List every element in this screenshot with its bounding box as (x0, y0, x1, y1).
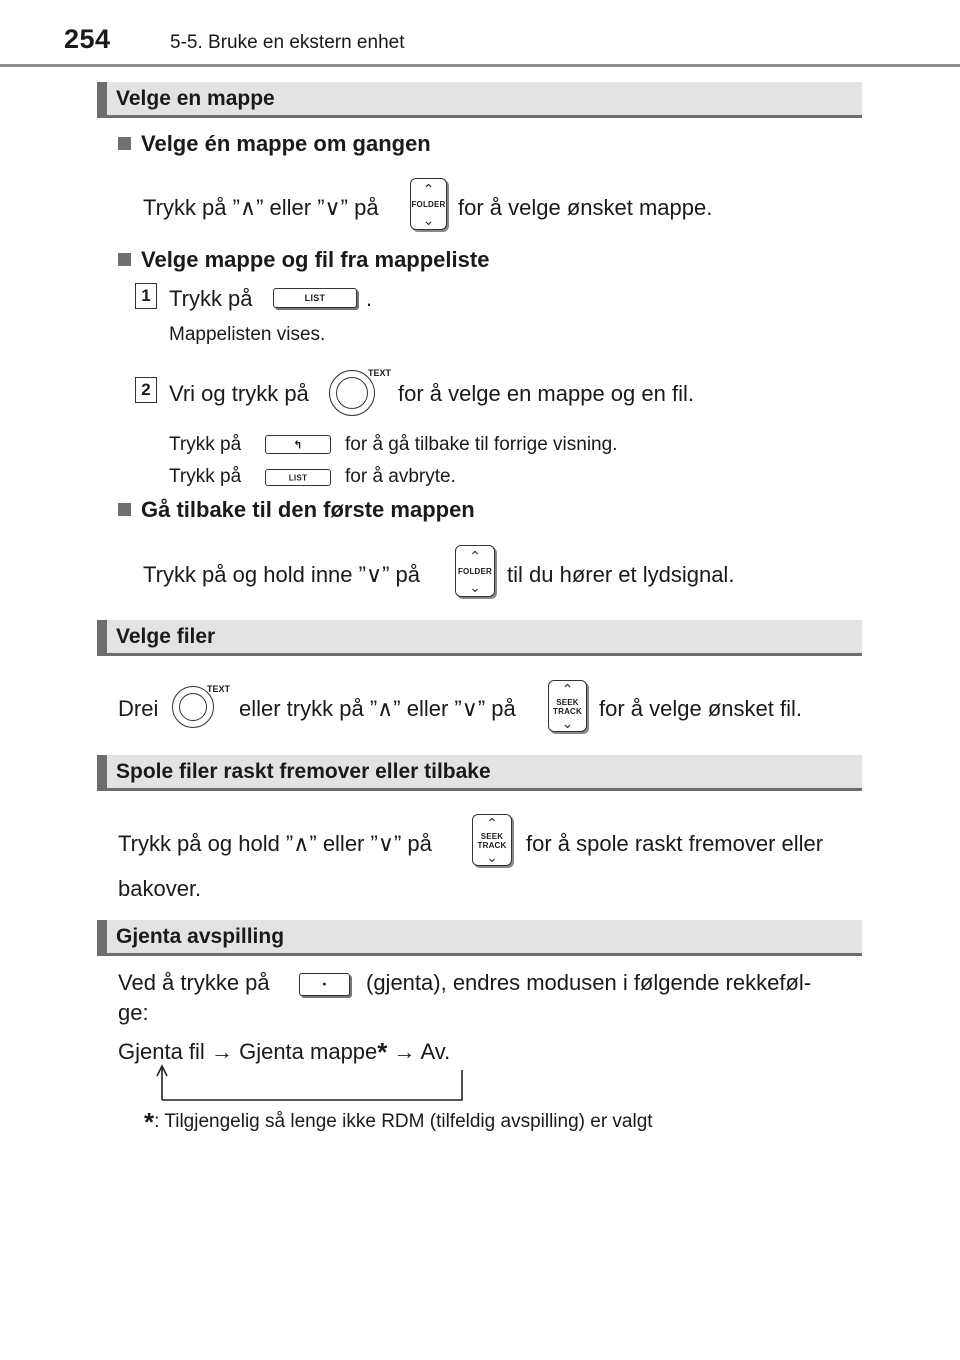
subheading-folder-list: Velge mappe og fil fra mappeliste (118, 247, 489, 273)
section-title: Spole filer raskt fremover eller tilbake (116, 760, 491, 783)
page-number: 254 (64, 24, 111, 54)
hold-instruction-end: til du hører et lydsignal. (507, 562, 735, 587)
section-header-velge-mappe (97, 82, 862, 118)
step2-text-end: for å velge en mappe og en fil. (398, 381, 694, 406)
list-button-icon: LIST (273, 288, 357, 308)
step1-period: . (366, 286, 373, 311)
step-number-1: 1 (135, 283, 157, 309)
step2-text: Vri og trykk på (169, 381, 309, 406)
subheading-one-folder: Velge én mappe om gangen (118, 131, 431, 157)
section-title: Gjenta avspilling (116, 925, 285, 948)
header-rule (0, 64, 960, 67)
square-bullet-icon (118, 503, 131, 516)
knob-text-label: TEXT (207, 684, 231, 694)
folder-button-icon: ⌃ FOLDER ⌄ (455, 545, 495, 597)
repeat-text-c: ge: (118, 1000, 149, 1025)
select-file-text-e: for å velge ønsket fil. (599, 696, 802, 721)
step1-note: Mappelisten vises. (169, 324, 326, 345)
repeat-button-icon: • (299, 973, 350, 996)
knob-text-label: TEXT (368, 368, 392, 378)
back-button-icon: ↰ (265, 435, 331, 454)
fast-forward-text-e: bakover. (118, 876, 202, 901)
section-header-velge-filer (97, 620, 862, 656)
square-bullet-icon (118, 137, 131, 150)
repeat-text-a: Ved å trykke på (118, 970, 270, 995)
section-title: Velge en mappe (116, 87, 275, 110)
seek-track-button-icon: ⌃ SEEK TRACK ⌄ (472, 814, 512, 866)
step2-note2-a: Trykk på (169, 466, 242, 487)
square-bullet-icon (118, 253, 131, 266)
instruction-line: Trykk på ”∧” eller ”∨” på (143, 195, 379, 220)
select-file-text-a: Drei (118, 696, 159, 721)
chapter-title: 5-5. Bruke en ekstern enhet (170, 32, 405, 53)
hold-instruction: Trykk på og hold inne ”∨” på (143, 562, 420, 587)
arrow-right-icon: → (210, 1039, 233, 1064)
step2-note1-a: Trykk på (169, 434, 242, 455)
instruction-line-end: for å velge ønsket mappe. (458, 195, 713, 220)
fast-forward-text-d: for å spole raskt fremover eller (526, 831, 824, 856)
section-header-spole (97, 755, 862, 791)
subheading-first-folder: Gå tilbake til den første mappen (118, 497, 475, 523)
step2-note2-b: for å avbryte. (345, 466, 456, 487)
list-button-icon: LIST (265, 469, 331, 486)
folder-button-icon: ⌃ FOLDER ⌄ (410, 178, 447, 230)
section-header-gjenta (97, 920, 862, 956)
step2-note1-b: for å gå tilbake til forrige visning. (345, 434, 618, 455)
step-number-2: 2 (135, 377, 157, 403)
section-title: Velge filer (116, 625, 216, 648)
select-file-text-b: eller trykk på ”∧” eller ”∨” på (239, 696, 516, 721)
repeat-sequence: Gjenta fil → Gjenta mappe* → Av. (118, 1037, 451, 1067)
seek-track-button-icon: ⌃ SEEK TRACK ⌄ (548, 680, 587, 732)
cycle-arrow-icon (150, 1062, 470, 1104)
arrow-right-icon: → (393, 1039, 416, 1064)
step1-text: Trykk på (169, 286, 253, 311)
footnote: *: Tilgjengelig så lenge ikke RDM (tilfeldig avspilling) er valgt (144, 1107, 653, 1137)
repeat-text-b: (gjenta), endres modusen i følgende rekkeføl- (366, 970, 812, 995)
fast-forward-text-a: Trykk på og hold ”∧” eller ”∨” på (118, 831, 432, 856)
